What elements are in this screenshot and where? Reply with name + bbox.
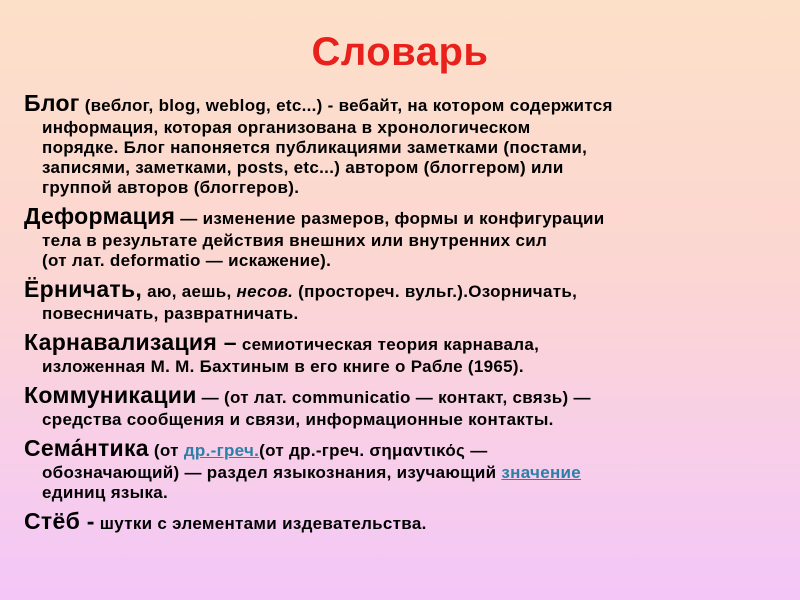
definition-text: обозначающий) — раздел языкознания, изучающий <box>42 463 502 482</box>
definition-line: информация, которая организована в хронологическом <box>42 118 531 137</box>
glossary-entry-semantics <box>24 436 784 503</box>
definition-text: (от др.-греч. σημαντικός — <box>259 441 488 460</box>
term-carnivalization: Карнавализация – <box>24 329 237 355</box>
definition-line: — (от лат. communicatio — контакт, связь) — <box>196 388 591 407</box>
glossary-list <box>24 91 784 542</box>
definition-line: (от лат. deformatio — искажение). <box>42 251 332 270</box>
link-meaning[interactable]: значение <box>501 463 582 482</box>
definition-line: группой авторов (блоггеров). <box>42 178 300 197</box>
term-deformation: Деформация <box>24 203 176 229</box>
glossary-entry-blog <box>24 91 784 198</box>
definition-line: изложенная М. М. Бахтиным в его книге о Рабле (1965). <box>42 357 524 376</box>
slide-title: Словарь <box>311 30 489 74</box>
definition-line: — изменение размеров, формы и конфигурации <box>175 209 605 228</box>
term-blog: Блог <box>24 90 80 116</box>
definition-line: средства сообщения и связи, информационные контакты. <box>42 410 554 429</box>
definition-text: (простореч. вульг.).Озорничать, <box>293 282 578 301</box>
definition-line: (веблог, blog, weblog, etc...) - вебайт, на котором содержится <box>79 96 613 115</box>
link-ancient-greek[interactable]: др.-греч. <box>183 441 260 460</box>
definition-text: (от <box>148 441 184 460</box>
definition-line: шутки с элементами издевательства. <box>94 514 427 533</box>
glossary-entry-communications <box>24 383 784 430</box>
glossary-entry-carnivalization <box>24 330 784 377</box>
definition-line: повесничать, развратничать. <box>42 304 299 323</box>
term-ernichat: Ёрничать, <box>24 276 143 302</box>
definition-line: записями, заметками, posts, etc...) автором (блоггером) или <box>42 158 564 177</box>
definition-line: тела в результате действия внешних или внутренних сил <box>42 231 548 250</box>
term-semantics: Сема́нтика <box>24 435 149 461</box>
definition-line: семиотическая теория карнавала, <box>236 335 540 354</box>
term-communications: Коммуникации <box>24 382 197 408</box>
term-steb: Стёб - <box>24 508 95 534</box>
definition-text: аю, аешь, <box>142 282 237 301</box>
glossary-entry-steb <box>24 509 784 536</box>
grammar-note: несов. <box>236 282 294 301</box>
definition-line: порядке. Блог напоняется публикациями заметками (постами, <box>42 138 588 157</box>
glossary-entry-ernichat <box>24 277 784 324</box>
glossary-entry-deformation <box>24 204 784 271</box>
definition-line: единиц языка. <box>42 483 169 502</box>
